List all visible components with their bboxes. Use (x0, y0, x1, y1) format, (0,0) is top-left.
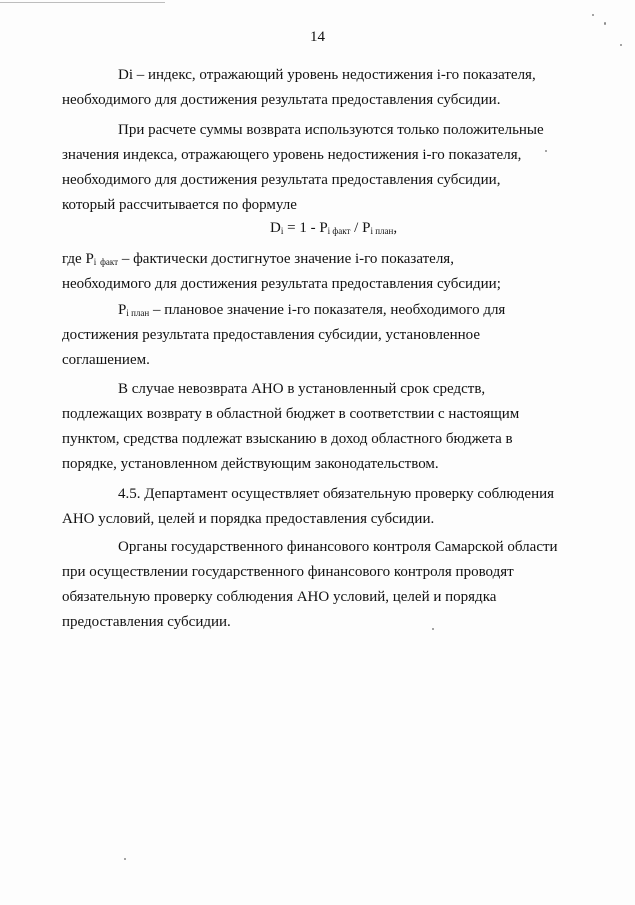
text-line: 4.5. Департамент осуществляет обязательную проверку соблюдения (118, 486, 555, 502)
formula-tail: , (393, 220, 398, 236)
text-line: порядке, установленном действующим законодательством. (62, 456, 439, 472)
scan-speck (124, 858, 126, 860)
text-line: необходимого для достижения результата предоставления субсидии; (62, 276, 501, 292)
where-lead-sub2: факт (100, 257, 119, 267)
formula-p-plan-sub: i план (370, 226, 394, 236)
plan-lead-sub: i план (126, 308, 150, 318)
page-number: 14 (310, 29, 325, 45)
formula-lhs: D (270, 220, 281, 236)
text-line: обязательную проверку соблюдения АНО условий, целей и порядка (62, 589, 497, 605)
scan-speck (432, 628, 434, 630)
text-line: пунктом, средства подлежат взысканию в доход областного бюджета в (62, 431, 513, 447)
scan-speck (545, 150, 547, 152)
text-line: необходимого для достижения результата предоставления субсидии, (62, 172, 501, 188)
text-line: предоставления субсидии. (62, 614, 231, 630)
text-line: АНО условий, целей и порядка предоставления субсидии. (62, 511, 435, 527)
text-line: достижения результата предоставления субсидии, установленное (62, 327, 481, 343)
text-line: В случае невозврата АНО в установленный срок средств, (118, 381, 486, 397)
text-line: который рассчитывается по формуле (62, 197, 297, 213)
plan-lead: P (118, 302, 127, 318)
plan-rest: – плановое значение i-го показателя, необходимого для (149, 302, 506, 318)
scan-top-edge (0, 0, 165, 3)
formula-p-fact-sub: i факт (327, 226, 351, 236)
scan-speck (604, 22, 606, 25)
formula-div: / P (350, 220, 371, 236)
where-lead: где P (62, 251, 94, 267)
text-line: при осуществлении государственного финансового контроля проводят (62, 564, 514, 580)
text-line (118, 301, 505, 322)
formula (270, 220, 397, 237)
text-line: значения индекса, отражающего уровень недостижения i-го показателя, (62, 147, 522, 163)
text-line: соглашением. (62, 352, 150, 368)
text-line: необходимого для достижения результата предоставления субсидии. (62, 92, 501, 108)
text-line (62, 250, 454, 271)
formula-lhs-sub: i (280, 226, 284, 236)
text-line: Di – индекс, отражающий уровень недостижения i-го показателя, (118, 67, 536, 83)
text-line: При расчете суммы возврата используются только положительные (118, 122, 544, 138)
scan-speck (592, 14, 594, 16)
where-rest: – фактически достигнутое значение i-го показателя, (118, 251, 454, 267)
text-line: подлежащих возврату в областной бюджет в соответствии с настоящим (62, 406, 520, 422)
text-line: Органы государственного финансового контроля Самарской области (118, 539, 558, 555)
formula-eq: = 1 - P (283, 220, 328, 236)
where-lead-sub: i (93, 257, 97, 267)
